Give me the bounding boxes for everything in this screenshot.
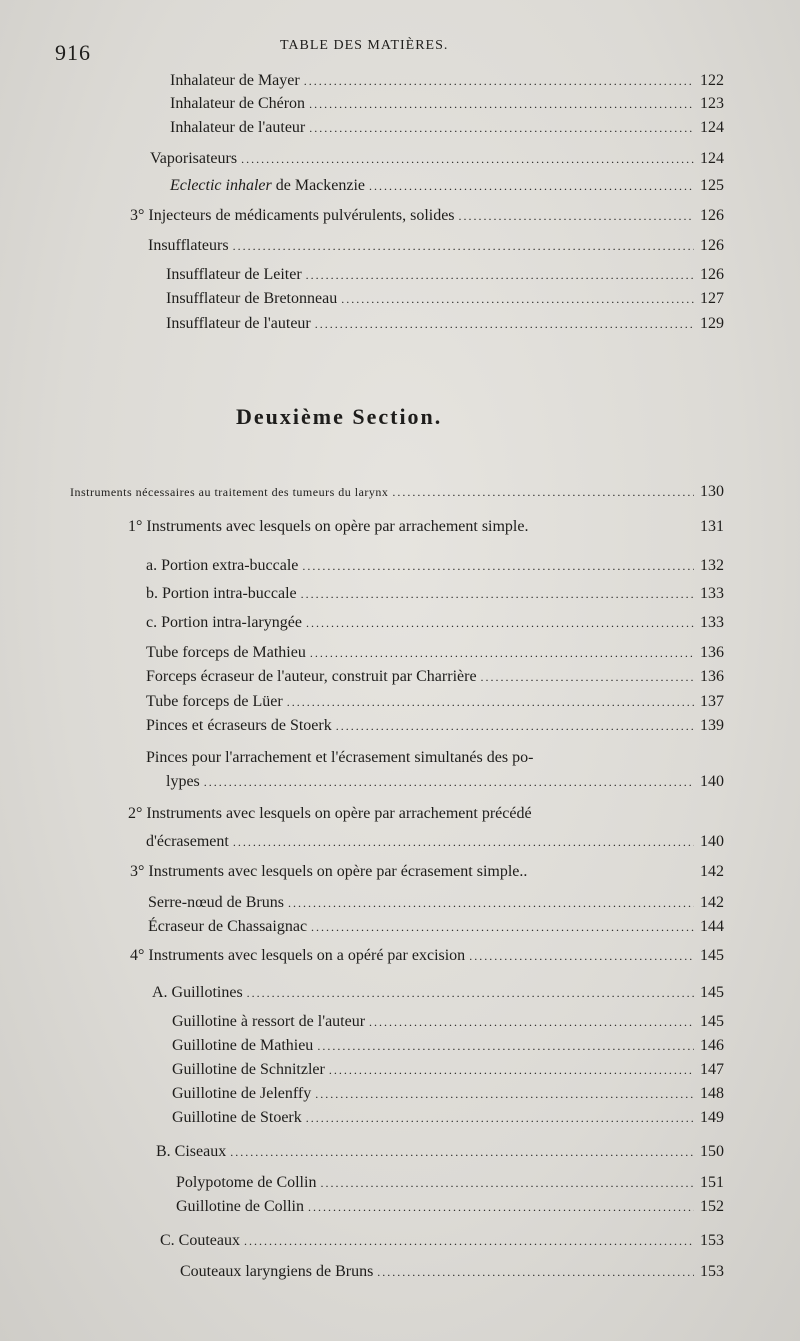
entry-page: 140 (700, 833, 724, 850)
toc-entry[interactable] (148, 894, 724, 912)
toc-entry[interactable] (172, 1061, 724, 1079)
toc-entry[interactable] (166, 266, 724, 284)
toc-entry[interactable] (146, 693, 724, 711)
leader-dots (459, 209, 694, 224)
entry-label: C. Couteaux (160, 1232, 240, 1249)
entry-label: 3° Instruments avec lesquels on opère par écrasement simple.. (130, 863, 528, 880)
toc-entry[interactable] (146, 644, 724, 662)
entry-label: lypes (166, 773, 200, 790)
toc-entry[interactable] (180, 1263, 724, 1281)
entry-page: 153 (700, 1232, 724, 1249)
entry-label: Guillotine de Collin (176, 1198, 304, 1215)
entry-page: 137 (700, 693, 724, 710)
toc-entry[interactable] (170, 95, 724, 113)
entry-label: Tube forceps de Lüer (146, 693, 283, 710)
toc-entry[interactable] (160, 1232, 724, 1250)
entry-label: Inhalateur de l'auteur (170, 119, 306, 136)
leader-dots (306, 1111, 694, 1126)
leader-dots (204, 775, 694, 790)
toc-entry[interactable] (172, 1013, 724, 1031)
toc-entry[interactable] (150, 150, 724, 168)
toc-entry[interactable] (176, 1174, 724, 1192)
toc-entry[interactable] (146, 717, 724, 735)
entry-label: A. Guillotines (152, 984, 243, 1001)
entry-label: Inhalateur de Mayer (170, 72, 300, 89)
entry-page: 131 (700, 518, 724, 535)
entry-page: 136 (700, 644, 724, 661)
leader-dots (247, 986, 694, 1001)
toc-entry[interactable] (172, 1037, 724, 1055)
toc-entry[interactable] (172, 1085, 724, 1103)
leader-dots (315, 1087, 694, 1102)
leader-dots (306, 268, 694, 283)
entry-label: a. Portion extra-buccale (146, 557, 299, 574)
entry-page: 139 (700, 717, 724, 734)
entry-page: 122 (700, 72, 724, 89)
entry-label: 1° Instruments avec lesquels on opère par arrachement simple. (128, 518, 529, 535)
entry-label: Guillotine de Jelenffy (172, 1085, 312, 1102)
entry-label-italic: Eclectic inhaler (170, 177, 272, 194)
entry-label: 4° Instruments avec lesquels on a opéré par excision (130, 947, 466, 964)
leader-dots (309, 121, 694, 136)
leader-dots (315, 317, 694, 332)
toc-entry[interactable] (128, 518, 724, 536)
entry-page: 124 (700, 119, 724, 136)
leader-dots (369, 1015, 694, 1030)
entry-page: 132 (700, 557, 724, 574)
toc-entry[interactable] (146, 585, 724, 603)
leader-dots (317, 1039, 694, 1054)
entry-page: 145 (700, 947, 724, 964)
leader-dots (304, 74, 694, 89)
leader-dots (369, 179, 694, 194)
leader-dots (230, 1145, 694, 1160)
entry-label: Inhalateur de Chéron (170, 95, 306, 112)
entry-page: 151 (700, 1174, 724, 1191)
entry-page: 140 (700, 773, 724, 790)
entry-label: 3° Injecteurs de médicaments pulvérulents, solides (130, 207, 455, 224)
entry-label: Insufflateurs (148, 237, 229, 254)
toc-entry-line1: 2° Instruments avec lesquels on opère par arrachement précédé (128, 805, 532, 822)
toc-entry[interactable] (172, 1109, 724, 1127)
entry-label: Écraseur de Chassaignac (148, 918, 308, 935)
toc-entry[interactable] (152, 984, 724, 1002)
entry-page: 145 (700, 1013, 724, 1030)
entry-page: 146 (700, 1037, 724, 1054)
leader-dots (233, 239, 694, 254)
entry-page: 149 (700, 1109, 724, 1126)
leader-dots (377, 1265, 694, 1280)
leader-dots (469, 949, 694, 964)
entry-label: Vaporisateurs (150, 150, 238, 167)
entry-page: 133 (700, 585, 724, 602)
entry-label: Insufflateur de Bretonneau (166, 290, 338, 307)
leader-dots (244, 1234, 694, 1249)
leader-dots (241, 152, 694, 167)
leader-dots (392, 485, 694, 500)
entry-label: Insufflateur de Leiter (166, 266, 302, 283)
leader-dots (287, 695, 694, 710)
leader-dots (336, 719, 694, 734)
leader-dots (341, 292, 694, 307)
toc-entry[interactable] (130, 207, 724, 225)
entry-page: 142 (700, 863, 724, 880)
toc-entry[interactable] (148, 237, 724, 255)
leader-dots (329, 1063, 694, 1078)
entry-page: 126 (700, 266, 724, 283)
section-heading: Deuxième Section. (236, 404, 443, 429)
entry-label: Forceps écraseur de l'auteur, construit par Charrière (146, 668, 477, 685)
leader-dots (310, 646, 694, 661)
entry-label: Instruments nécessaires au traitement des tumeurs du larynx (70, 485, 389, 499)
running-title: TABLE DES MATIÈRES. (280, 38, 449, 53)
entry-label: B. Ciseaux (156, 1143, 227, 1160)
entry-label: Guillotine de Schnitzler (172, 1061, 325, 1078)
entry-page: 150 (700, 1143, 724, 1160)
leader-dots (320, 1176, 694, 1191)
toc-entry[interactable] (146, 557, 724, 575)
entry-page: 125 (700, 177, 724, 194)
entry-label: d'écrasement (146, 833, 229, 850)
toc-entry[interactable] (70, 483, 724, 501)
toc-entry-line1: Pinces pour l'arrachement et l'écrasement simultanés des po- (146, 749, 534, 766)
toc-entry[interactable] (130, 863, 724, 881)
entry-page: 127 (700, 290, 724, 307)
toc-entry[interactable] (156, 1143, 724, 1161)
entry-page: 145 (700, 984, 724, 1001)
entry-page: 152 (700, 1198, 724, 1215)
entry-page: 147 (700, 1061, 724, 1078)
entry-label: Guillotine à ressort de l'auteur (172, 1013, 366, 1030)
entry-label (170, 177, 365, 195)
entry-page: 144 (700, 918, 724, 935)
toc-entry[interactable] (166, 773, 724, 791)
entry-page: 126 (700, 207, 724, 224)
leader-dots (311, 920, 694, 935)
entry-label: c. Portion intra-laryngée (146, 614, 302, 631)
entry-label: Guillotine de Mathieu (172, 1037, 314, 1054)
leader-dots (233, 835, 694, 850)
entry-label: Serre-nœud de Bruns (148, 894, 284, 911)
toc-entry[interactable] (146, 833, 724, 851)
leader-dots (302, 559, 694, 574)
entry-page: 129 (700, 315, 724, 332)
leader-dots (301, 587, 694, 602)
entry-page: 133 (700, 614, 724, 631)
toc-entry[interactable] (146, 614, 724, 632)
entry-label: Tube forceps de Mathieu (146, 644, 306, 661)
toc-entry[interactable] (170, 177, 724, 195)
toc-entry[interactable] (146, 668, 724, 686)
entry-page: 130 (700, 483, 724, 500)
leader-dots (309, 97, 694, 112)
entry-label-rest: de Mackenzie (271, 177, 366, 194)
entry-page: 142 (700, 894, 724, 911)
entry-label: Insufflateur de l'auteur (166, 315, 311, 332)
entry-label: Couteaux laryngiens de Bruns (180, 1263, 374, 1280)
entry-label: Polypotome de Collin (176, 1174, 317, 1191)
toc-entry[interactable] (166, 315, 724, 333)
toc-entry[interactable] (170, 72, 724, 90)
entry-page: 148 (700, 1085, 724, 1102)
leader-dots (306, 616, 694, 631)
entry-page: 136 (700, 668, 724, 685)
entry-page: 124 (700, 150, 724, 167)
toc-entry[interactable] (148, 918, 724, 936)
entry-label: b. Portion intra-buccale (146, 585, 297, 602)
leader-dots (308, 1200, 694, 1215)
toc-entry[interactable] (170, 119, 724, 137)
entry-page: 126 (700, 237, 724, 254)
toc-entry[interactable] (166, 290, 724, 308)
entry-label: Pinces et écraseurs de Stoerk (146, 717, 332, 734)
toc-entry[interactable] (176, 1198, 724, 1216)
page-number: 916 (55, 40, 91, 65)
entry-page: 123 (700, 95, 724, 112)
entry-page: 153 (700, 1263, 724, 1280)
leader-dots (288, 896, 694, 911)
leader-dots (481, 670, 694, 685)
entry-label: Guillotine de Stoerk (172, 1109, 302, 1126)
toc-entry[interactable] (130, 947, 724, 965)
